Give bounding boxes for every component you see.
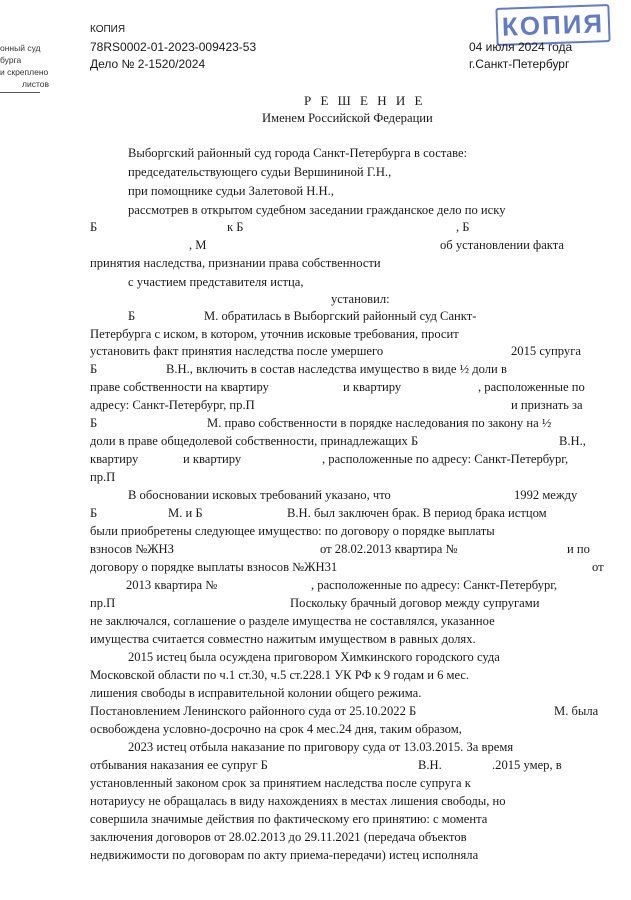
text-line: заключения договоров от 28.02.2013 до 29.11.2021 (передача объектов — [90, 830, 467, 844]
document-subtitle: Именем Российской Федерации — [262, 111, 433, 125]
text-line: принятия наследства, признании права собственности — [90, 256, 381, 270]
text-line: установленный законом срок за принятием наследства после супруга к — [90, 776, 471, 790]
text-line: Выборгский районный суд города Санкт-Петербурга в составе: — [128, 146, 468, 160]
text-fragment: от 28.02.2013 квартира № — [320, 542, 458, 556]
text-fragment: В.Н., включить в состав наследства имущество в виде ½ доли в — [166, 362, 507, 376]
text-line: лишения свободы в исправительной колонии общего режима. — [90, 686, 422, 700]
kopiya-label: КОПИЯ — [90, 24, 126, 35]
text-line: недвижимости по договорам по акту приема-передачи) истец исполняла — [90, 848, 479, 862]
text-line: совершила значимые действия по фактическому его принятию: с момента — [90, 812, 488, 826]
text-fragment: и квартиру — [343, 380, 402, 394]
text-fragment: об установлении факта — [440, 238, 564, 252]
text-fragment: Б — [90, 506, 98, 520]
decision-date: 04 июля 2024 года — [469, 40, 573, 54]
text-fragment: 2015 супруга — [511, 344, 581, 358]
text-fragment: квартиру — [90, 452, 139, 466]
text-fragment: и квартиру — [183, 452, 242, 466]
text-fragment: праве собственности на квартиру — [90, 380, 269, 394]
section-heading: установил: — [331, 292, 390, 306]
text-fragment: В.Н., — [559, 434, 586, 448]
text-fragment: В.Н. был заключен брак. В период брака истцом — [287, 506, 547, 520]
text-fragment: адресу: Санкт-Петербург, пр.П — [90, 398, 255, 412]
text-line: имущества считается совместно нажитым имуществом в равных долях. — [90, 632, 476, 646]
decision-city: г.Санкт-Петербург — [469, 57, 570, 71]
text-fragment: Б — [90, 416, 98, 430]
text-fragment: от — [592, 560, 604, 574]
text-line: 2015 истец была осуждена приговором Химкинского городского суда — [128, 650, 500, 664]
text-fragment: Поскольку брачный договор между супругами — [290, 596, 540, 610]
text-fragment: В обосновании исковых требований указано, что — [128, 488, 391, 502]
text-fragment: пр.П — [90, 470, 116, 484]
text-line: Московской области по ч.1 ст.30, ч.5 ст.228.1 УК РФ к 9 годам и 6 мес. — [90, 668, 470, 682]
text-fragment: Б — [90, 362, 98, 376]
document-title: Р Е Ш Е Н И Е — [304, 93, 426, 108]
text-fragment: 1992 между — [514, 488, 578, 502]
text-line: были приобретены следующее имущество: по договору о порядке выплаты — [90, 524, 495, 538]
text-fragment: , расположенные по адресу: Санкт-Петербург, — [311, 578, 558, 592]
text-line: при помощнике судьи Залетовой Н.Н., — [128, 184, 334, 198]
text-fragment: , Б — [456, 220, 470, 234]
margin-note-line: онный суд — [0, 43, 41, 53]
text-fragment: к Б — [227, 220, 244, 234]
kopiya-stamp: КОПИЯ — [495, 4, 610, 46]
case-id: 78RS0002-01-2023-009423-53 — [90, 40, 257, 54]
margin-note-line: и скреплено — [0, 67, 49, 77]
text-fragment: Постановлением Ленинского районного суда от 25.10.2022 Б — [90, 704, 417, 718]
text-fragment: взносов №ЖНЗ — [90, 542, 174, 556]
text-fragment: доли в праве общедолевой собственности, принадлежащих Б — [90, 434, 419, 448]
text-line: председательствующего судьи Вершининой Г.Н., — [128, 165, 392, 179]
text-fragment: В.Н. — [418, 758, 442, 772]
text-fragment: установить факт принятия наследства после умершего — [90, 344, 384, 358]
text-fragment: , расположенные по — [478, 380, 585, 394]
text-fragment: договору о порядке выплаты взносов №ЖН31 — [90, 560, 338, 574]
margin-note — [0, 42, 66, 98]
text-line: Петербурга с иском, в котором, уточнив исковые требования, просит — [90, 327, 459, 341]
text-line: рассмотрев в открытом судебном заседании гражданское дело по иску — [128, 203, 506, 217]
text-fragment: .2015 умер, в — [492, 758, 562, 772]
text-line: освобождена условно-досрочно на срок 4 мес.24 дня, таким образом, — [90, 722, 462, 736]
text-fragment: М. была — [554, 704, 599, 718]
text-line: 2023 истец отбыла наказание по приговору суда от 13.03.2015. За время — [128, 740, 514, 754]
text-fragment: М. право собственности в порядке наследования по закону на ½ — [207, 416, 552, 430]
text-fragment: и по — [567, 542, 590, 556]
text-fragment: Б — [90, 220, 98, 234]
case-number: Дело № 2-1520/2024 — [90, 57, 206, 71]
text-line: с участием представителя истца, — [128, 275, 304, 289]
margin-note-line: листов — [22, 79, 49, 89]
margin-note-line: бурга — [0, 55, 22, 65]
text-fragment: отбывания наказания ее супруг Б — [90, 758, 268, 772]
text-fragment: , М — [189, 238, 207, 252]
text-fragment: М. обратилась в Выборгский районный суд Санкт- — [204, 309, 477, 323]
text-line: не заключался, соглашение о разделе имущества не составлялся, указанное — [90, 614, 495, 628]
text-fragment: , расположенные по адресу: Санкт-Петербург, — [322, 452, 569, 466]
text-line: нотариусу не обращалась в виду нахождениях в местах лишения свободы, но — [90, 794, 506, 808]
text-fragment: и признать за — [511, 398, 583, 412]
text-fragment: 2013 квартира № — [126, 578, 218, 592]
margin-rule — [0, 92, 40, 93]
text-fragment: пр.П — [90, 596, 116, 610]
text-fragment: М. и Б — [168, 506, 203, 520]
text-fragment: Б — [128, 309, 136, 323]
